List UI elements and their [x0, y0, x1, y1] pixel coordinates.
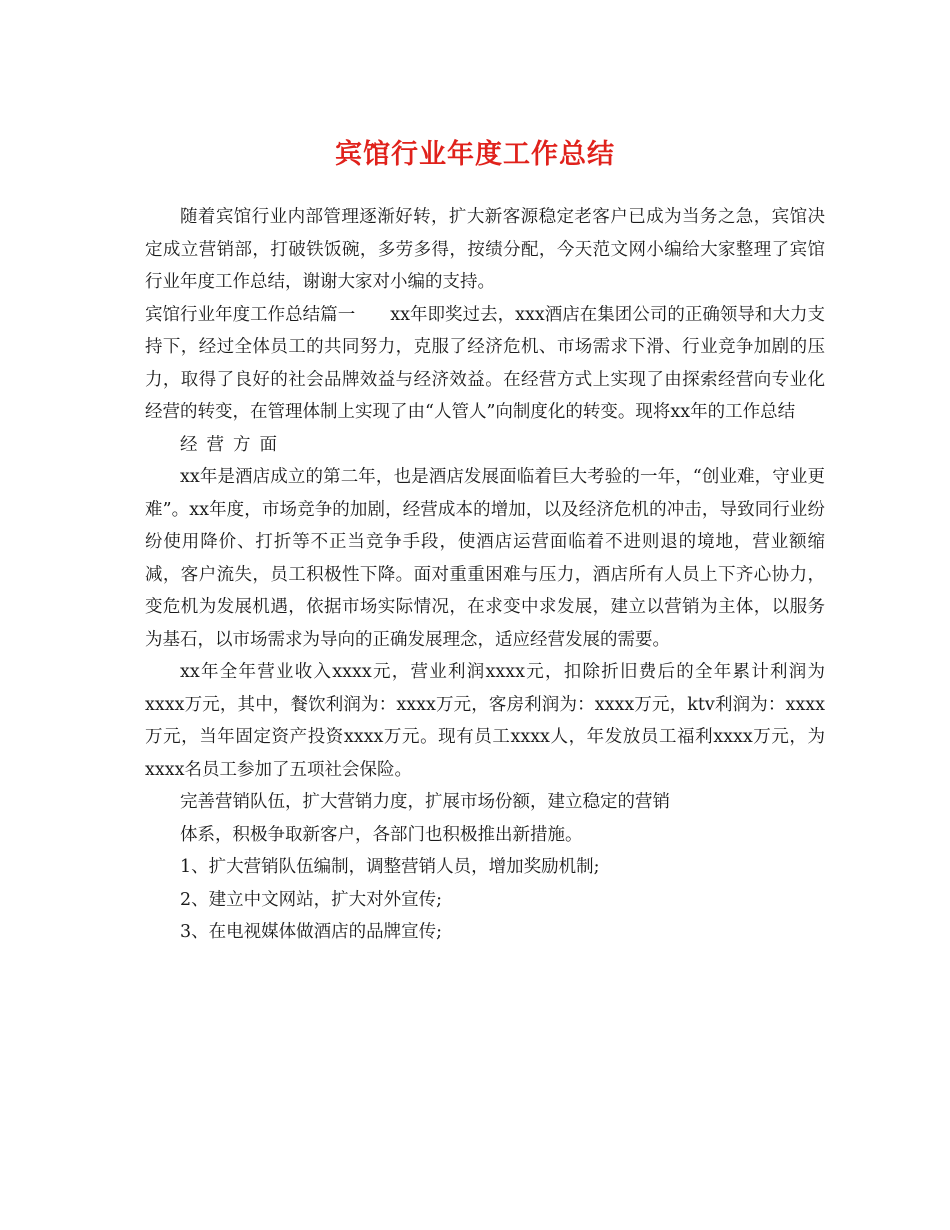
marketing-line-2: 体系，积极争取新客户，各部门也积极推出新措施。: [180, 824, 583, 845]
list-item-1: 1、扩大营销队伍编制，调整营销人员，增加奖励机制;: [180, 857, 600, 877]
document-body: [145, 201, 825, 949]
list-item-3: 3、在电视媒体做酒店的品牌宣传;: [180, 922, 443, 942]
revenue-paragraph: xx年全年营业收入xxxx元，营业利润xxxx元，扣除折旧费后的全年累计利润为xxxx万元，其中，餐饮利润为：xxxx万元，客房利润为：xxxx万元，ktv利润为：xxxx万元，当年固定资产投资xxxx万元。现有员工xxxx人，年发放员工福利xxxx万元，为xxxx名员工参加了五项社会保险。: [145, 662, 825, 780]
section-heading-operations: 经营方面: [180, 434, 286, 455]
document-title: 宾馆行业年度工作总结: [335, 139, 615, 170]
list-item-2: 2、建立中文网站，扩大对外宣传;: [180, 889, 443, 910]
operations-paragraph: xx年是酒店成立的第二年，也是酒店发展面临着巨大考验的一年，“创业难，守业更难”。xx年度，市场竞争的加剧，经营成本的增加，以及经济危机的冲击，导致同行业纷纷使用降价、打折等不正当竞争手段，使酒店运营面临着不进则退的境地，营业额缩减，客户流失，员工积极性下降。面对重重困难与压力，酒店所有人员上下齐心协力，变危机为发展机遇，依据市场实际情况，在求变中求发展，建立以营销为主体，以服务为基石，以市场需求为导向的正确发展理念，适应经营发展的需要。: [145, 467, 825, 650]
section-one-paragraph: 宾馆行业年度工作总结篇一 xx年即奖过去，xxx酒店在集团公司的正确领导和大力支持下，经过全体员工的共同努力，克服了经济危机、市场需求下滑、行业竞争加剧的压力，取得了良好的社会品牌效益与经济效益。在经营方式上实现了由探索经营向专业化经营的转变，在管理体制上实现了由“人管人”向制度化的转变。现将xx年的工作总结: [145, 304, 825, 422]
marketing-line-1: 完善营销队伍，扩大营销力度，扩展市场份额，建立稳定的营销: [180, 792, 670, 812]
intro-paragraph: 随着宾馆行业内部管理逐渐好转，扩大新客源稳定老客户已成为当务之急，宾馆决定成立营销部，打破铁饭碗，多劳多得，按绩分配，今天范文网小编给大家整理了宾馆行业年度工作总结，谢谢大家对小编的支持。: [145, 207, 825, 292]
